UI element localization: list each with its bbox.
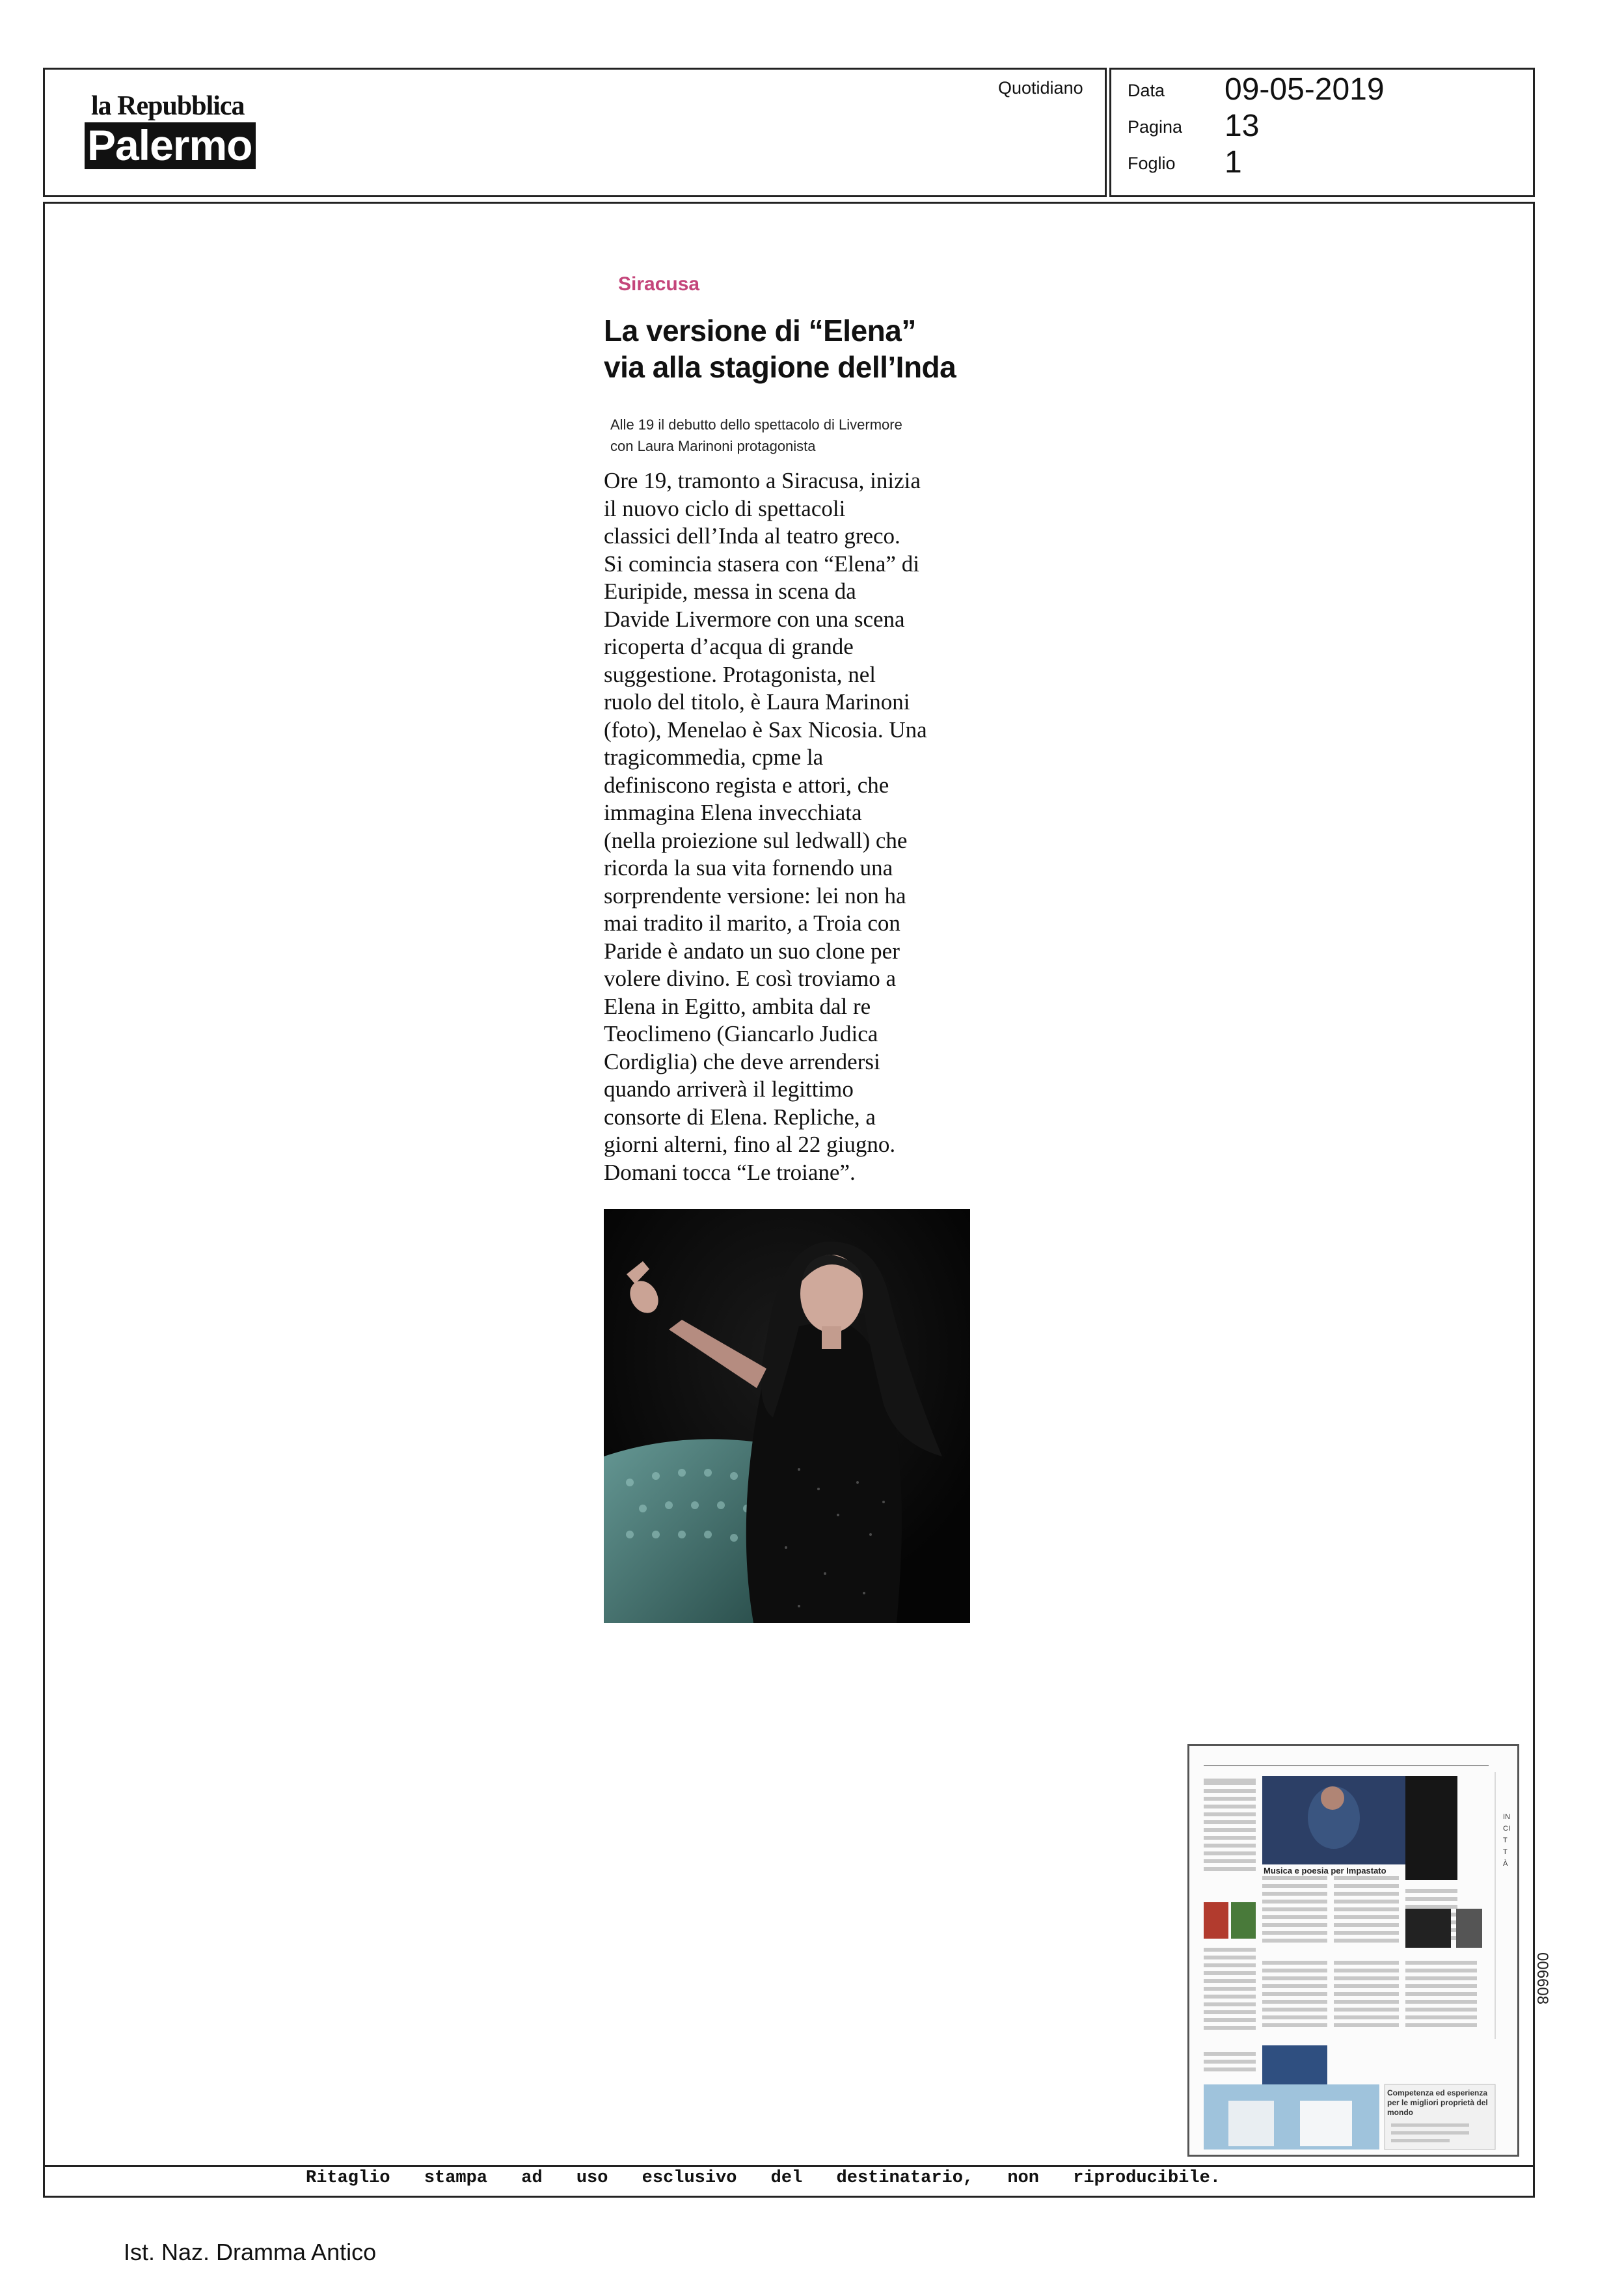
body-line: (foto), Menelao è Sax Nicosia. Una	[604, 716, 927, 743]
headline-line: via alla stagione dell’Inda	[604, 350, 956, 384]
body-line: Domani tocca “Le troiane”.	[604, 1159, 856, 1185]
publication-logo	[85, 91, 256, 169]
body-line: consorte di Elena. Repliche, a	[604, 1104, 876, 1130]
thumbnail-ad-text: Competenza ed esperienza per le migliori proprietà del mondo	[1387, 2088, 1488, 2117]
body-line: tragicommedia, cpme la	[604, 744, 824, 770]
source-name: Ist. Naz. Dramma Antico	[124, 2239, 377, 2265]
sheet-label: Foglio	[1128, 154, 1176, 173]
body-line: quando arriverà il legittimo	[604, 1076, 854, 1102]
article-subhead	[610, 414, 1001, 457]
page-label: Pagina	[1128, 117, 1183, 137]
body-line: sorprendente versione: lei non ha	[604, 882, 906, 908]
body-line: il nuovo ciclo di spettacoli	[604, 495, 846, 521]
body-line: Si comincia stasera con “Elena” di	[604, 551, 919, 577]
body-line: ricoperta d’acqua di grande	[604, 634, 854, 659]
logo-palermo: Palermo	[85, 122, 256, 169]
document-code: 006608	[1534, 1952, 1551, 2005]
date-label: Data	[1128, 81, 1165, 100]
body-line: mai tradito il marito, a Troia con	[604, 910, 900, 936]
logo-repubblica: la Repubblica	[91, 91, 245, 121]
headline-line: La versione di “Elena”	[604, 314, 916, 348]
body-line: volere divino. E così troviamo a	[604, 966, 897, 991]
page-thumbnail	[1187, 1744, 1519, 2157]
article-headline	[604, 312, 1007, 385]
body-line: (nella proiezione sul ledwall) che	[604, 827, 908, 853]
body-line: Euripide, messa in scena da	[604, 579, 856, 604]
body-line: classici dell’Inda al teatro greco.	[604, 523, 900, 549]
body-line: definiscono regista e attori, che	[604, 772, 889, 798]
body-line: immagina Elena invecchiata	[604, 800, 862, 825]
clipping-disclaimer: Ritaglio stampa ad uso esclusivo del destinatario, non riproducibile.	[306, 2168, 1221, 2188]
date-value: 09-05-2019	[1225, 72, 1385, 107]
article-kicker: Siracusa	[618, 273, 700, 295]
article-photo	[604, 1209, 970, 1623]
page-value: 13	[1225, 109, 1260, 143]
body-line: Paride è andato un suo clone per	[604, 938, 900, 964]
thumbnail-headline: Musica e poesia per Impastato	[1264, 1866, 1387, 1876]
thumbnail-side-text: IN CITTÀ	[1503, 1813, 1510, 1868]
body-line: Cordiglia) che deve arrendersi	[604, 1048, 880, 1074]
body-line: Ore 19, tramonto a Siracusa, inizia	[604, 468, 921, 493]
body-line: Elena in Egitto, ambita dal re	[604, 993, 871, 1019]
article-body	[604, 467, 981, 1186]
actress-photo-illustration	[604, 1209, 970, 1623]
body-line: Teoclimeno (Giancarlo Judica	[604, 1021, 878, 1046]
body-line: ruolo del titolo, è Laura Marinoni	[604, 689, 910, 715]
body-line: ricorda la sua vita fornendo una	[604, 855, 893, 880]
publication-type: Quotidiano	[998, 78, 1083, 98]
subhead-line: con Laura Marinoni protagonista	[610, 438, 816, 454]
body-line: Davide Livermore con una scena	[604, 606, 905, 632]
body-line: giorni alterni, fino al 22 giugno.	[604, 1132, 896, 1157]
subhead-line: Alle 19 il debutto dello spettacolo di Livermore	[610, 416, 902, 433]
body-line: suggestione. Protagonista, nel	[604, 661, 876, 687]
sheet-value: 1	[1225, 145, 1242, 180]
